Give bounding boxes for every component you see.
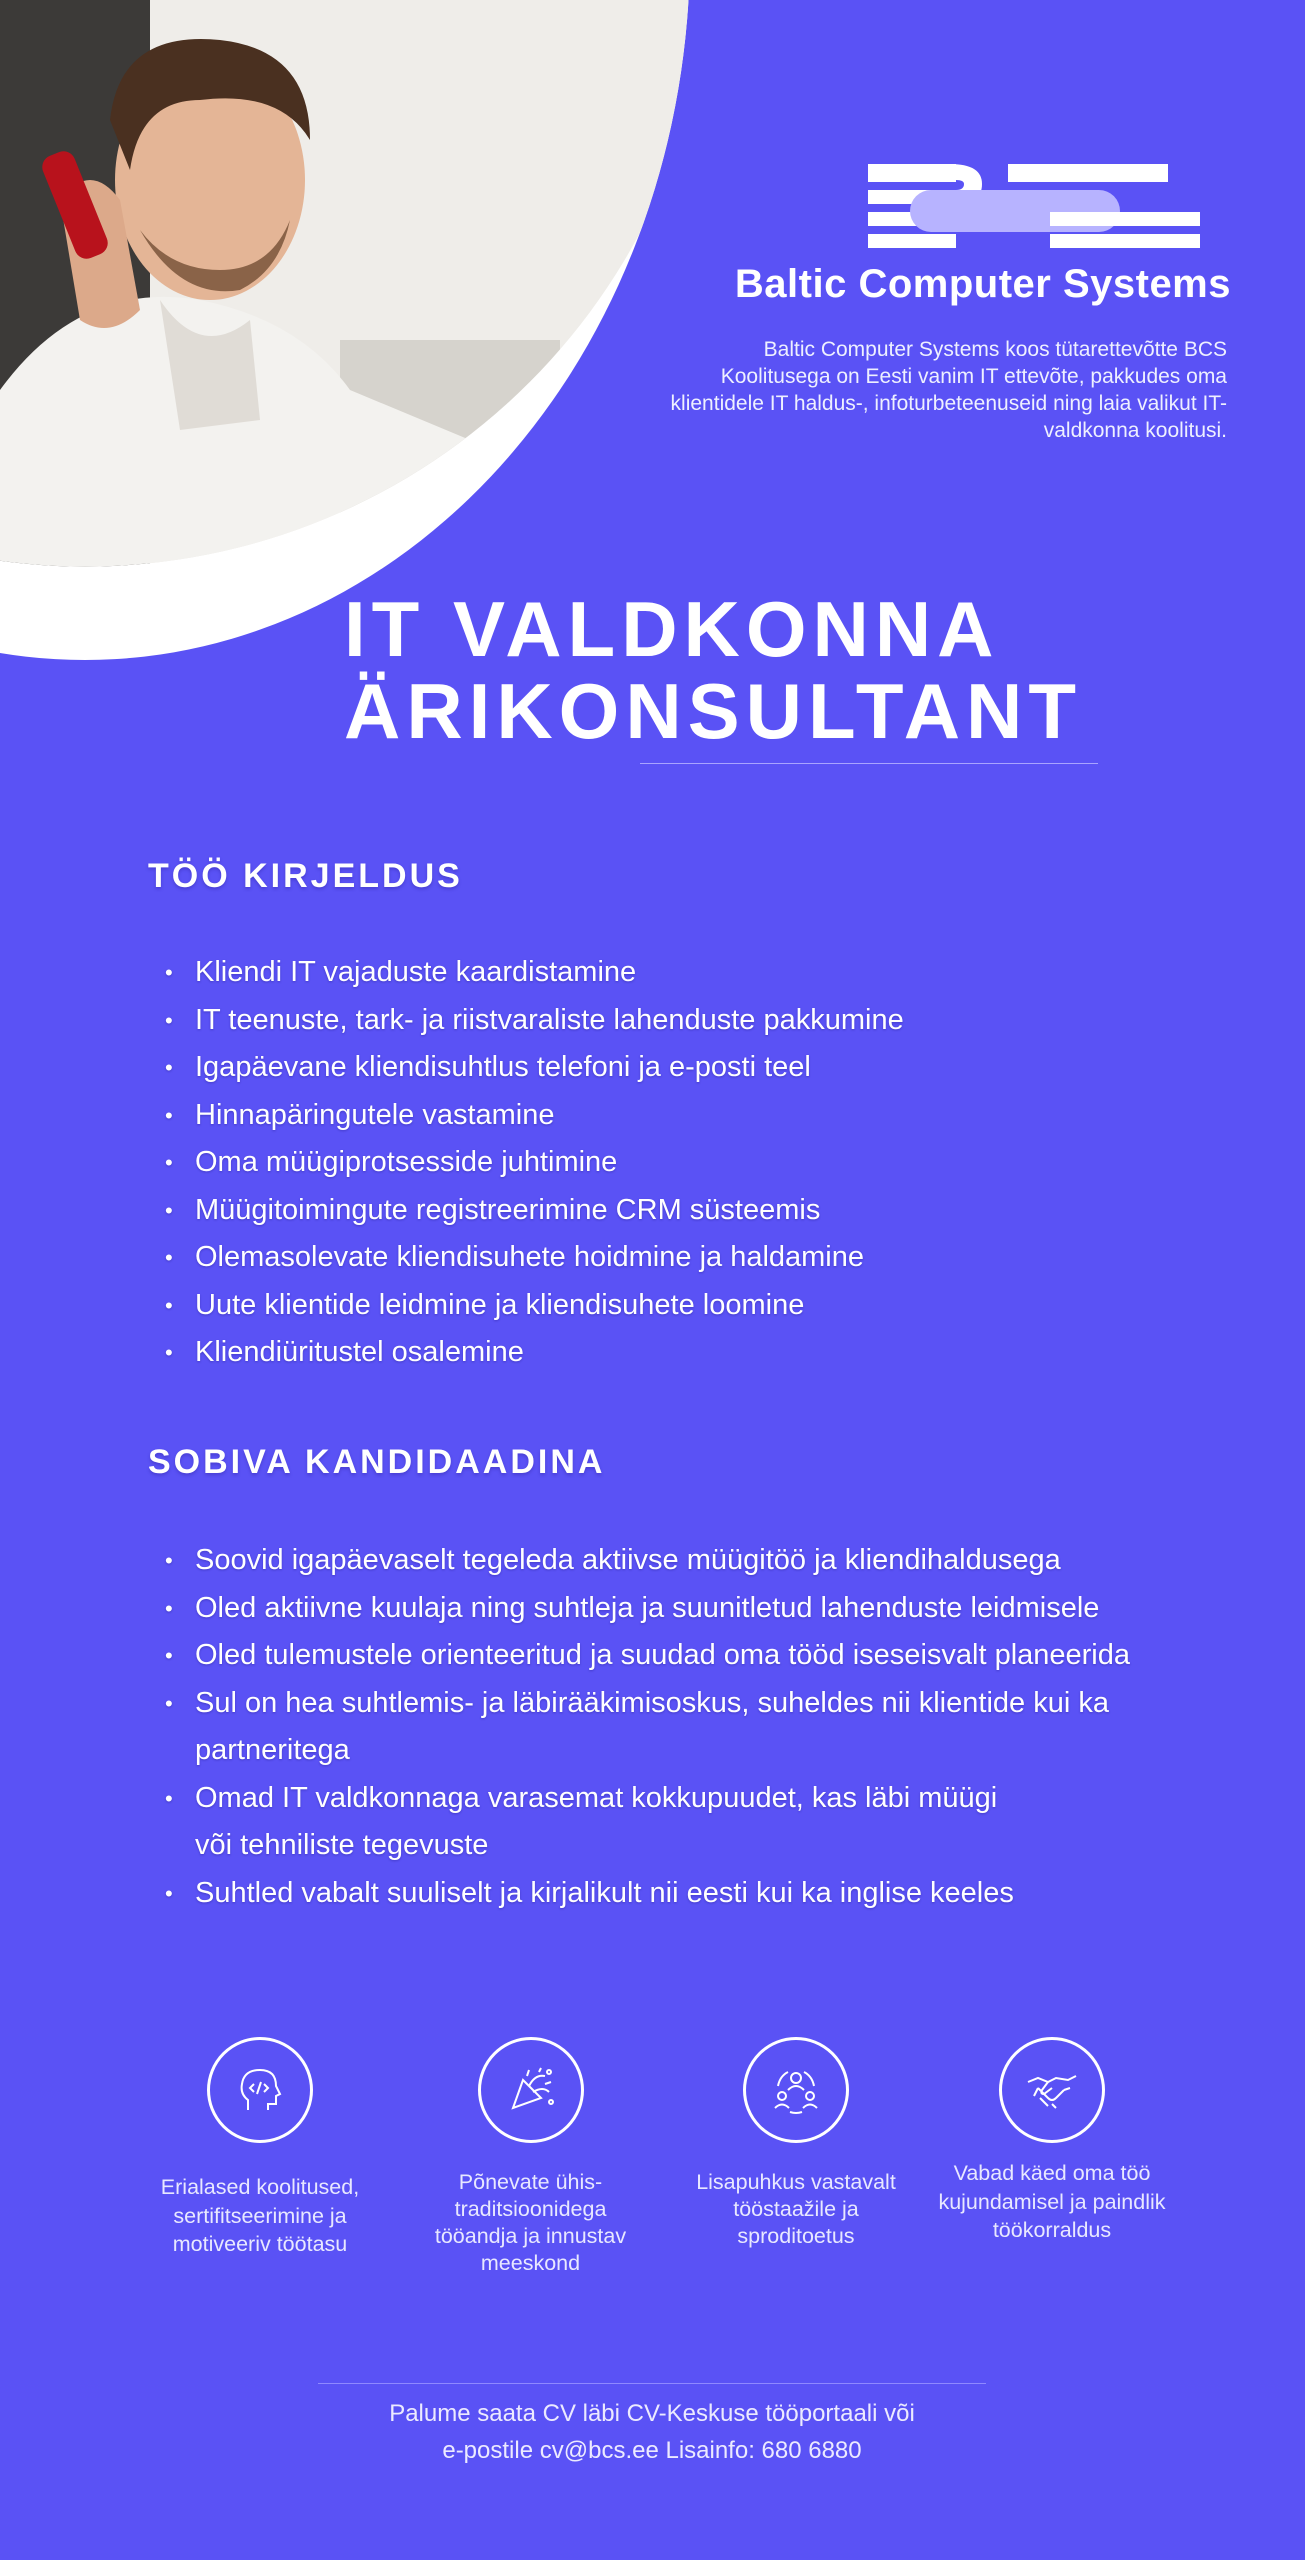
list-item: • Soovid igapäevaselt tegeleda aktiivse müügitöö ja kliendihaldusega bbox=[165, 1537, 1130, 1585]
benefit-text: Põnevate ühis-traditsioonidega tööandja ja innustav meeskond bbox=[434, 2170, 627, 2275]
list-item: • Uute klientide leidmine ja kliendisuhete loomine bbox=[165, 1282, 904, 1330]
benefit-text: Vabad käed oma töö kujundamisel ja paindlik töökorraldus bbox=[938, 2161, 1166, 2242]
benefit-training bbox=[140, 2037, 380, 2259]
list-item: • Igapäevane kliendisuhtlus telefoni ja e-posti teel bbox=[165, 1044, 904, 1092]
job-title bbox=[344, 585, 1083, 755]
list-item: • Oled aktiivne kuulaja ning suhtleja ja suunitletud lahenduste leidmisele bbox=[165, 1585, 1130, 1633]
list-item: • Oled tulemustele orienteeritud ja suudad oma tööd iseseisvalt planeerida bbox=[165, 1632, 1130, 1680]
list-item: • IT teenuste, tark- ja riistvaraliste lahenduste pakkumine bbox=[165, 997, 904, 1045]
list-item: • Oma müügiprotsesside juhtimine bbox=[165, 1139, 904, 1187]
company-intro: Baltic Computer Systems koos tütarettevõtte BCS Koolitusega on Eesti vanim IT ettevõte, pakkudes oma klientidele IT haldus-, infoturbeteenuseid ning laia valikut IT-valdkonna koolitusi. bbox=[670, 338, 1227, 442]
benefit-team bbox=[418, 2037, 643, 2277]
contact-footer bbox=[300, 2395, 1004, 2469]
candidate-list bbox=[165, 1537, 1130, 1917]
head-code-icon bbox=[207, 2037, 313, 2143]
candidate-title: SOBIVA KANDIDAADINA bbox=[148, 1443, 606, 1481]
list-item: • Müügitoimingute registreerimine CRM süsteemis bbox=[165, 1187, 904, 1235]
hero-photo-frame bbox=[0, 0, 690, 660]
hero-photo bbox=[0, 0, 690, 660]
job-description-list bbox=[165, 949, 904, 1377]
job-title-line1: IT VALDKONNA bbox=[344, 585, 1000, 673]
headline-divider bbox=[640, 763, 1098, 764]
team-cycle-icon bbox=[743, 2037, 849, 2143]
list-item: • Omad IT valdkonnaga varasemat kokkupuudet, kas läbi müügi või tehniliste tegevuste bbox=[165, 1775, 1130, 1870]
list-item: • Sul on hea suhtlemis- ja läbirääkimisoskus, suheldes nii klientide kui ka partneritega bbox=[165, 1680, 1130, 1775]
handshake-icon bbox=[999, 2037, 1105, 2143]
list-item: • Olemasolevate kliendisuhete hoidmine ja haldamine bbox=[165, 1234, 904, 1282]
footer-line: e-postile cv@bcs.ee Lisainfo: 680 6880 bbox=[442, 2437, 862, 2464]
list-item: • Suhtled vabalt suuliselt ja kirjalikult nii eesti kui ka inglise keeles bbox=[165, 1870, 1130, 1918]
man-on-phone-photo bbox=[0, 0, 690, 660]
company-name: Baltic Computer Systems bbox=[734, 262, 1231, 306]
list-item: • Hinnapäringutele vastamine bbox=[165, 1092, 904, 1140]
job-description-title: TÖÖ KIRJELDUS bbox=[148, 857, 463, 895]
benefit-flexibility bbox=[932, 2037, 1172, 2245]
benefit-vacation bbox=[676, 2037, 916, 2250]
job-title-line2: ÄRIKONSULTANT bbox=[344, 667, 1083, 755]
benefit-text: Erialased koolitused, sertifitseerimine ja motiveeriv töötasu bbox=[160, 2175, 360, 2256]
footer-line: Palume saata CV läbi CV-Keskuse tööportaali või bbox=[389, 2400, 915, 2427]
party-popper-icon bbox=[478, 2037, 584, 2143]
list-item: • Kliendiüritustel osalemine bbox=[165, 1329, 904, 1377]
list-item: • Kliendi IT vajaduste kaardistamine bbox=[165, 949, 904, 997]
benefit-text: Lisapuhkus vastavalt tööstaažile ja sproditoetus bbox=[696, 2170, 896, 2248]
footer-divider bbox=[318, 2383, 986, 2384]
